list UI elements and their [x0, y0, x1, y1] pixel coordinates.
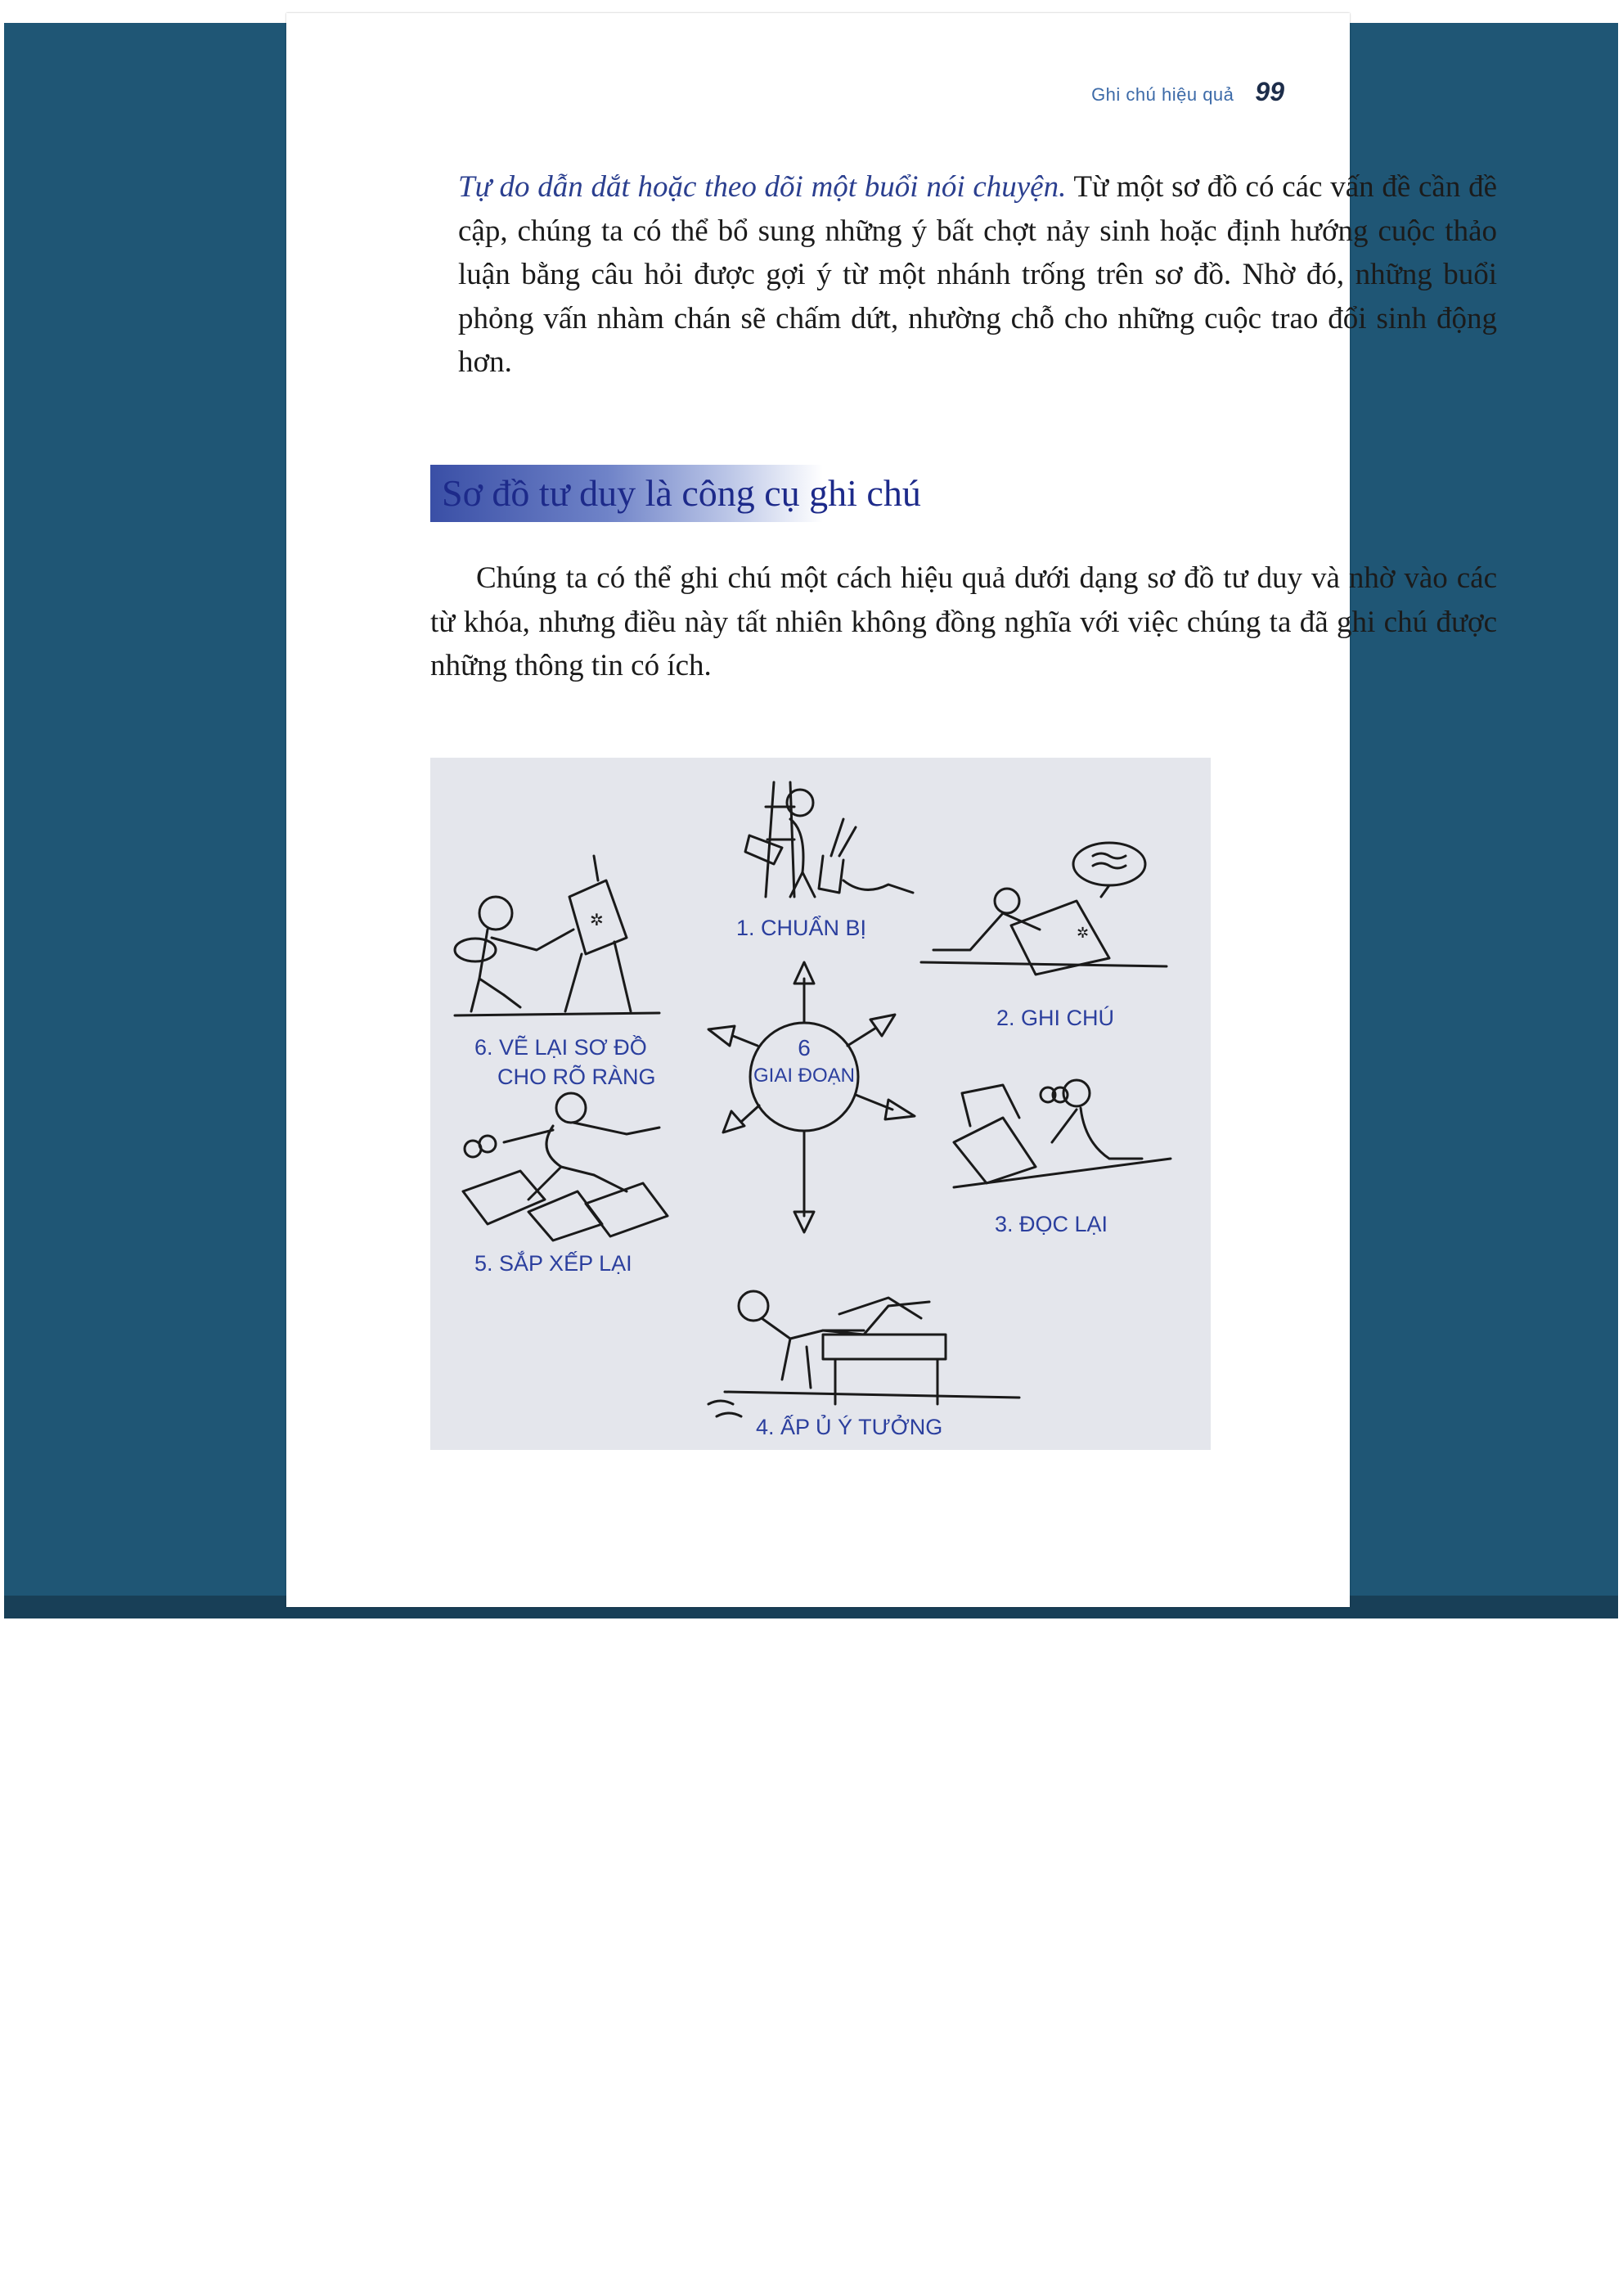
stage-6-sketch — [455, 856, 659, 1015]
stage-5-label: 5. SẮP XẾP LẠI — [474, 1251, 632, 1276]
paragraph-1-body: Từ một sơ đồ có các vấn đề cần đề cập, chúng ta có thể bổ sung những ý bất chợt nảy sinh hoặc định hướng cuộc thảo luận bằng câu hỏi được gợi ý từ một nhánh trống trên sơ đồ. Nhờ đó, những buổi phỏng vấn nhàm chán sẽ chấm dứt, nhường chỗ cho những cuộc trao đổi sinh động hơn. — [458, 170, 1497, 379]
stage-2-label: 2. GHI CHÚ — [996, 1006, 1115, 1030]
stage-5-sketch — [463, 1093, 668, 1240]
stage-6-label-line1: 6. VẼ LẠI SƠ ĐỒ — [474, 1035, 647, 1060]
center-label — [750, 1034, 858, 1090]
stage-4-sketch — [708, 1291, 1019, 1416]
svg-text:✲: ✲ — [590, 912, 604, 930]
stage-4-label: 4. ẤP Ủ Ý TƯỞNG — [756, 1415, 943, 1439]
stage-6-label-line2: CHO RÕ RÀNG — [497, 1065, 656, 1089]
page-number: 99 — [1255, 77, 1284, 106]
paragraph-2: Chúng ta có thể ghi chú một cách hiệu quả dưới dạng sơ đồ tư duy và nhờ vào các từ khóa, nhưng điều này tất nhiên không đồng nghĩa với việc chúng ta đã ghi chú được những thông tin có ích. — [430, 561, 1497, 682]
section-heading: Sơ đồ tư duy là công cụ ghi chú — [442, 472, 921, 514]
stage-2-sketch — [921, 843, 1167, 975]
stage-1-sketch — [745, 782, 913, 897]
stage-3-sketch — [954, 1080, 1171, 1187]
running-title: Ghi chú hiệu quả — [1091, 84, 1234, 105]
stage-3-label: 3. ĐỌC LẠI — [995, 1212, 1108, 1236]
stage-6-label — [474, 1033, 656, 1092]
running-head — [1091, 77, 1284, 107]
book-page — [286, 13, 1497, 1607]
paragraph-1 — [458, 165, 1497, 385]
center-label-number: 6 — [798, 1035, 811, 1060]
svg-text:✲: ✲ — [1077, 925, 1090, 941]
six-stages-figure — [430, 758, 1211, 1450]
six-stages-drawing — [430, 758, 1211, 1450]
paragraph-1-lead: Tự do dẫn dắt hoặc theo dõi một buổi nói chuyện. — [458, 170, 1067, 204]
center-label-text: GIAI ĐOẠN — [753, 1065, 856, 1087]
stage-1-label: 1. CHUẨN BỊ — [736, 916, 867, 940]
